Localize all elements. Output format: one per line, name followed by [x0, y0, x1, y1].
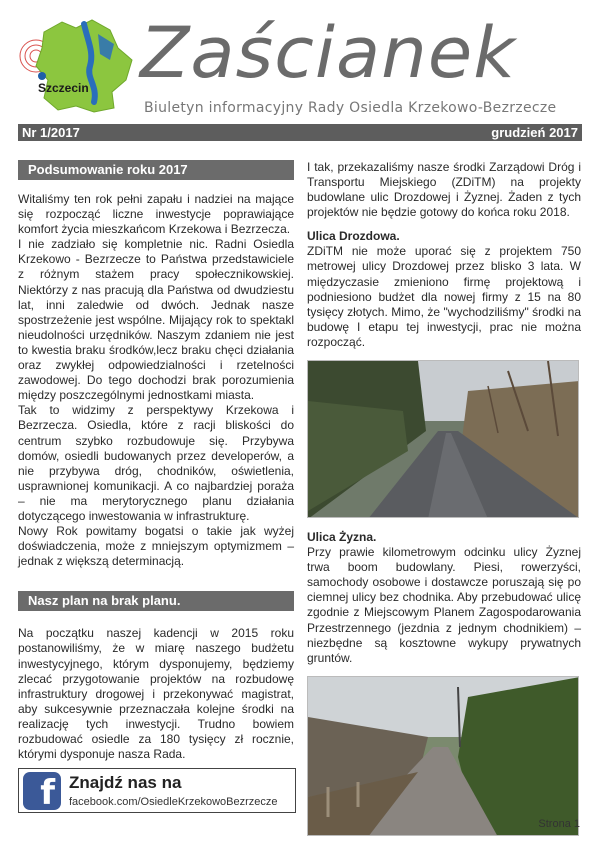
facebook-title: Znajdź nas na	[69, 773, 182, 792]
issue-date: grudzień 2017	[491, 125, 578, 140]
section-heading-plan: Nasz plan na brak planu.	[18, 591, 294, 611]
plan-paragraph: Na początku naszej kadencji w 2015 roku postanowiliśmy, że w miarę naszego budżetu inwestycyjnego, którym dysponujemy, będziemy zlecać przygotowanie projektów na rozbudowę infrastruktury drogowej i przekonywać magistrat, aby sukcesywnie przeznaczała kolejne środki na realizację tych inwestycji. Trudno bowiem rozbudować osiedle za 180 tysięcy zł rocznie, którymi dysponuje nasza Rada.	[18, 626, 294, 762]
summary-paragraph-4: Nowy Rok powitamy bogatsi o takie jak wyżej doświadczenia, może z mniejszym optymizmem –jednak z większą determinacją.	[18, 524, 294, 569]
logo-city-label: Szczecin	[38, 81, 89, 95]
logo	[14, 14, 136, 124]
photo-drozdowa-street	[307, 360, 579, 518]
issue-number: Nr 1/2017	[22, 125, 80, 140]
zyzna-paragraph: Przy prawie kilometrowym odcinku ulicy Żyznej trwa boom budowlany. Piesi, rowerzyści, samochody osobowe i dostawcze poruszają się po ciemnej ulicy bez chodnika. Aby przebudować ulicę zgodnie z Miejscowym Planem Zagospodarowania Przestrzennego (jezdnia z jednym chodnikiem) – niezbędne są kosztowne wykupy prywatnych gruntów.	[307, 545, 581, 665]
summary-paragraph-2: I nie zadziało się kompletnie nic. Radni Osiedla Krzekowo - Bezrzecze to Państwa przedstawiciele z różnym stażem pracy społecznikowskiej. Niektórzy z nas pracują dla Państwa od dwudziestu lat, inni zaledwie od dwóch. Jednak nasze spostrzeżenie jest wspólne. Mijający rok to spektakl nieudolności urzędników. Naszym zdaniem nie jest to kwestia braku środków,lecz braku chęci działania oraz zwykłej odpowiedzialności i rzetelności zawodowej. Do tego dochodzi brak porozumienia między poszczególnymi jednostkami miasta.	[18, 237, 294, 403]
subheading-drozdowa: Ulica Drozdowa.	[307, 229, 400, 244]
right-column	[307, 160, 581, 836]
summary-paragraph-3: Tak to widzimy z perspektywy Krzekowa i Bezrzecza. Osiedla, które z racji bliskości do centrum szybko rozbudowuje się. Przybywa domów, osiedli budowanych przez developerów, a nie przybywa dróg, chodników, oświetlenia, usprawnionej komunikacji. A co najbardziej poraża – nie ma merytorycznego planu działania dotyczącego inwestowania w infrastrukturę.	[18, 403, 294, 523]
facebook-box[interactable]	[18, 768, 296, 813]
drozdowa-paragraph: ZDiTM nie może uporać się z projektem 750 metrowej ulicy Drozdowej przez blisko 3 lata. W międzyczasie zmieniono firmę projektową i podniesiono budżet dla nowej firmy z 15 na 80 tysięcy złotych. Mimo, że "wychodziliśmy" środki na budowę I etapu tej inwestycji, prac nie można rozpocząć.	[307, 244, 581, 349]
masthead-title: Zaścianek	[140, 12, 517, 94]
section-heading-summary: Podsumowanie roku 2017	[18, 160, 294, 180]
photo-zyzna-street	[307, 676, 579, 836]
masthead-subtitle: Biuletyn informacyjny Rady Osiedla Krzekowo-Bezrzecze	[144, 100, 557, 116]
summary-paragraph-1: Witaliśmy ten rok pełni zapału i nadziei na mające się rozpocząć liczne inwestycje poprawiające komfort życia mieszkańcom Krzekowa i Bezrzecza.	[18, 192, 294, 237]
issue-bar	[18, 124, 582, 141]
facebook-icon: f	[23, 772, 61, 810]
facebook-url[interactable]: facebook.com/OsiedleKrzekowoBezrzecze	[69, 796, 278, 808]
projects-paragraph: I tak, przekazaliśmy nasze środki Zarządowi Dróg i Transportu Miejskiego (ZDiTM) na projekty budowlane ulic Drozdowej i Żyznej. Żaden z tych projektów nie będzie gotowy do końca roku 2018.	[307, 160, 581, 220]
left-column	[18, 160, 294, 762]
page-number: Strona 1	[538, 818, 580, 830]
subheading-zyzna: Ulica Żyzna.	[307, 530, 377, 545]
